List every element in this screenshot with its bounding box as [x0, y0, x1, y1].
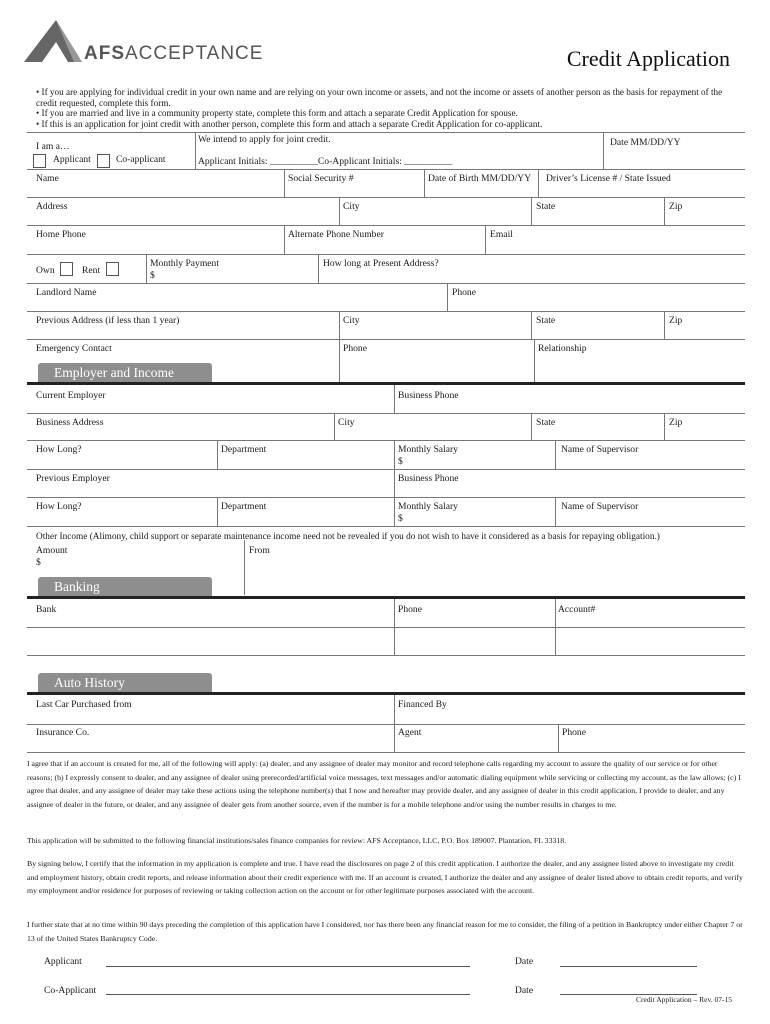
- revision-footer: Credit Application – Rev. 07-15: [636, 995, 732, 1004]
- section-tab-employer: Employer and Income: [38, 363, 212, 383]
- submission-text: This application will be submitted to the following financial institutions/sales finance companies for review: AFS Acceptance, LLC, P.O. Box 189007. Plantation, FL 33318.: [27, 836, 567, 845]
- co-applicant-label: Co-applicant: [116, 154, 166, 165]
- i-am-label: I am a…: [36, 141, 70, 152]
- account-number-field[interactable]: Account#: [558, 604, 596, 615]
- business-phone-field[interactable]: Business Phone: [398, 390, 459, 401]
- dollar-sign: $: [398, 456, 403, 467]
- dollar-sign: $: [150, 270, 155, 281]
- email-field[interactable]: Email: [490, 229, 513, 240]
- landlord-name-field[interactable]: Landlord Name: [36, 287, 97, 298]
- emergency-phone-field[interactable]: Phone: [343, 343, 367, 354]
- state-field[interactable]: State: [536, 201, 556, 212]
- bankruptcy-text: I further state that at no time within 90 days preceding the completion of this application have I considered, nor has there been any financial reason for me to consider, the filing of a petition in Bankruptcy under either Chapter 7 or 13 of the United States Bankruptcy Code.: [27, 920, 743, 943]
- afs-logo-mark-icon: [22, 18, 84, 66]
- monthly-payment-field[interactable]: Monthly Payment: [150, 258, 220, 269]
- agent-phone-field[interactable]: Phone: [562, 727, 586, 738]
- address-field[interactable]: Address: [36, 201, 68, 212]
- section-divider: [27, 596, 745, 599]
- current-employer-field[interactable]: Current Employer: [36, 390, 106, 401]
- business-address-field[interactable]: Business Address: [36, 417, 104, 428]
- certification-text: By signing below, I certify that the information in my application is complete and true. I have read the disclosures on page 2 of this credit application. I authorize the dealer, and any assignee listed above to investigate my credit and employment history, obtain credit reports, and release information about their credit experience with me. If an account is created, I authorize the dealer and any assignee of dealer listed above to obtain credit reports, and verify my employment and/or residence for purposes of reviewing or taking collection action on the account or for other legitimate purposes associated with the account.: [27, 859, 743, 895]
- ssn-field[interactable]: Social Security #: [288, 173, 354, 184]
- initials-field[interactable]: Applicant Initials: __________Co-Applicant Initials: __________: [198, 156, 453, 167]
- previous-employer-field[interactable]: Previous Employer: [36, 473, 110, 484]
- landlord-phone-field[interactable]: Phone: [452, 287, 476, 298]
- alternate-phone-field[interactable]: Alternate Phone Number: [288, 229, 384, 240]
- instruction-item: • If you are applying for individual credit in your own name and are relying on your own income or assets, and not the income or assets of another person as the basis for repayment of the credit requested, complete this form.: [36, 87, 723, 108]
- co-applicant-date-label: Date: [515, 985, 534, 996]
- city-field[interactable]: City: [343, 201, 360, 212]
- section-tab-banking: Banking: [38, 577, 212, 597]
- applicant-signature-label: Applicant: [44, 956, 82, 967]
- instruction-item: • If this is an application for joint credit with another person, complete this form and attach a separate Credit Application for co-applicant.: [36, 118, 543, 129]
- other-income-amount-field[interactable]: Amount: [36, 545, 68, 556]
- previous-supervisor-field[interactable]: Name of Supervisor: [561, 501, 639, 512]
- instruction-item: • If you are married and live in a community property state, complete this form and attach a separate Credit Application for spouse.: [36, 108, 518, 118]
- supervisor-field[interactable]: Name of Supervisor: [561, 444, 639, 455]
- previous-zip-field[interactable]: Zip: [669, 315, 683, 326]
- co-applicant-signature-label: Co-Applicant: [44, 985, 97, 996]
- previous-city-field[interactable]: City: [343, 315, 360, 326]
- bank-field[interactable]: Bank: [36, 604, 57, 615]
- previous-state-field[interactable]: State: [536, 315, 556, 326]
- monthly-salary-field[interactable]: Monthly Salary: [398, 444, 458, 455]
- section-divider: [27, 382, 745, 385]
- agent-field[interactable]: Agent: [398, 727, 422, 738]
- department-field[interactable]: Department: [221, 444, 267, 455]
- section-tab-auto-history: Auto History: [38, 673, 212, 693]
- previous-address-field[interactable]: Previous Address (if less than 1 year): [36, 315, 180, 326]
- instructions: [36, 87, 736, 129]
- applicant-label: Applicant: [53, 154, 91, 165]
- telephone-consent-text: I agree that if an account is created for me, all of the following will apply: (a) dealer, and any assignee of dealer may monitor and record telephone calls regarding my account to assure the quality of our service or for other reasons; (b) I expressly consent to dealer, and any assignee of dealer using prerecorded/artificial voice messages, text messages and/or automatic dialing equipment while servicing or collecting my account, as the law allows; (c) I agree that dealer, and any assignee of dealer may take these actions using the telephone number(s) that I now and hereafter may provide dealer, and any assignee of dealer in this credit application, I provide to dealer, and any assignee of dealer in the future, or dealer, and any assignee of dealer gets from another source, even if the number is for a mobile telephone and/or using the number results in charges to me.: [27, 759, 741, 809]
- other-income-source-field[interactable]: From: [249, 545, 270, 556]
- name-field[interactable]: Name: [36, 173, 59, 184]
- application-date-field[interactable]: Date MM/DD/YY: [610, 137, 681, 148]
- insurance-field[interactable]: Insurance Co.: [36, 727, 90, 738]
- own-checkbox[interactable]: [60, 262, 73, 276]
- business-state-field[interactable]: State: [536, 417, 556, 428]
- rent-checkbox[interactable]: [106, 262, 119, 276]
- section-divider: [27, 692, 745, 695]
- business-zip-field[interactable]: Zip: [669, 417, 683, 428]
- previous-monthly-salary-field[interactable]: Monthly Salary: [398, 501, 458, 512]
- other-income-label: Other Income (Alimony, child support or separate maintenance income need not be revealed if you do not wish to have it considered as a basis for repaying obligation.): [36, 532, 660, 542]
- applicant-checkbox[interactable]: [33, 154, 46, 168]
- afs-logo: [22, 18, 282, 66]
- applicant-signature-line[interactable]: [106, 966, 470, 967]
- how-long-field[interactable]: How Long?: [36, 444, 82, 455]
- dob-field[interactable]: Date of Birth MM/DD/YY: [428, 173, 532, 184]
- last-car-field[interactable]: Last Car Purchased from: [36, 699, 132, 710]
- joint-credit-label: We intend to apply for joint credit.: [198, 134, 331, 145]
- zip-field[interactable]: Zip: [669, 201, 683, 212]
- applicant-date-line[interactable]: [560, 966, 697, 967]
- drivers-license-field[interactable]: Driver’s License # / State Issued: [546, 173, 671, 184]
- rent-label: Rent: [82, 265, 101, 276]
- home-phone-field[interactable]: Home Phone: [36, 229, 86, 240]
- bank-phone-field[interactable]: Phone: [398, 604, 422, 615]
- previous-how-long-field[interactable]: How Long?: [36, 501, 82, 512]
- emergency-contact-field[interactable]: Emergency Contact: [36, 343, 112, 354]
- time-at-address-field[interactable]: How long at Present Address?: [323, 258, 439, 269]
- business-city-field[interactable]: City: [338, 417, 355, 428]
- previous-department-field[interactable]: Department: [221, 501, 267, 512]
- relationship-field[interactable]: Relationship: [538, 343, 587, 354]
- logo-wordmark: AFSACCEPTANCE: [84, 43, 264, 64]
- dollar-sign: $: [36, 557, 41, 568]
- applicant-date-label: Date: [515, 956, 534, 967]
- dollar-sign: $: [398, 513, 403, 524]
- previous-business-phone-field[interactable]: Business Phone: [398, 473, 459, 484]
- page-title: Credit Application: [566, 46, 730, 71]
- co-applicant-signature-line[interactable]: [106, 994, 470, 995]
- financed-by-field[interactable]: Financed By: [398, 699, 447, 710]
- co-applicant-checkbox[interactable]: [97, 154, 110, 168]
- own-label: Own: [36, 265, 55, 276]
